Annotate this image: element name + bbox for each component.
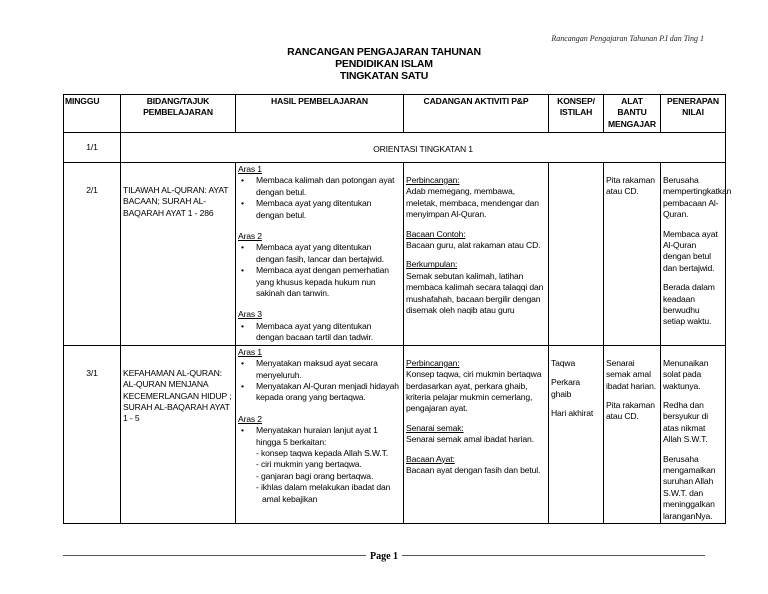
sub-list bbox=[238, 448, 401, 505]
bidang-cell: TILAWAH AL-QURAN: AYAT BACAAN; SURAH AL-BAQARAH AYAT 1 - 286 bbox=[121, 163, 236, 346]
header-penerapan: PENERAPAN NILAI bbox=[661, 95, 726, 133]
activity-text: Semak sebutan kalimah, latihan membaca kalimah secara talaqqi dan mushafahah, bacaan bergilir dengan disemak oleh naqib atau guru bbox=[406, 270, 544, 316]
activity-text: Bacaan ayat dengan fasih dan betul. bbox=[406, 464, 541, 475]
sub-item: - konsep taqwa kepada Allah S.W.T. bbox=[256, 447, 389, 458]
list-item: • Membaca ayat yang ditentukan dengan betul. bbox=[238, 198, 401, 221]
activity-heading: Perbincangan: bbox=[406, 175, 460, 185]
list-item: • Menyatakan huraian lanjut ayat 1 hingga 5 berkaitan: bbox=[238, 425, 401, 448]
list-item: • Membaca kalimah dan potongan ayat dengan betul. bbox=[238, 175, 401, 198]
cadangan-cell bbox=[404, 345, 549, 523]
aras-label: Aras 3 bbox=[238, 309, 262, 320]
hasil-list bbox=[238, 242, 401, 299]
concept-text: Hari akhirat bbox=[551, 407, 594, 418]
sub-item: - ciri mukmin yang bertaqwa. bbox=[256, 459, 362, 470]
activity-text: Adab memegang, membawa, meletak, membaca, mendengar dan menyimpan Al-Quran. bbox=[406, 186, 539, 220]
list-item: • Menyatakan Al-Quran menjadi hidayah kepada orang yang bertaqwa. bbox=[238, 381, 401, 404]
value-text: Berusaha mengamalkan suruhan Allah S.W.T. dan meninggalkan laranganNya. bbox=[663, 453, 716, 521]
page-number: Page 1 bbox=[366, 551, 402, 562]
header-alat: ALAT BANTU MENGAJAR bbox=[604, 95, 661, 133]
document-title bbox=[0, 46, 768, 82]
value-text: Membaca ayat Al-Quran dengan betul dan bertajwid. bbox=[663, 228, 718, 273]
hasil-list bbox=[238, 358, 401, 404]
concept-text: Taqwa bbox=[551, 357, 576, 368]
minggu-cell: 1/1 bbox=[64, 133, 121, 163]
list-item: • Menyatakan maksud ayat secara menyeluruh. bbox=[238, 358, 401, 381]
table-row bbox=[64, 163, 726, 346]
activity-heading: Berkumpulan: bbox=[406, 259, 458, 270]
title-line-1: RANCANGAN PENGAJARAN TAHUNAN bbox=[287, 46, 481, 58]
value-text: Berada dalam keadaan berwudhu setiap waktu. bbox=[663, 282, 715, 327]
minggu-cell: 2/1 bbox=[64, 163, 121, 346]
orientation-cell: ORIENTASI TINGKATAN 1 bbox=[121, 133, 726, 163]
title-line-3: TINGKATAN SATU bbox=[339, 70, 429, 82]
tool-text: Pita rakaman atau CD. bbox=[606, 399, 655, 422]
cadangan-cell bbox=[404, 163, 549, 346]
running-header: Rancangan Pengajaran Tahunan P.I dan Ting 1 bbox=[551, 34, 704, 43]
hasil-list bbox=[238, 175, 401, 221]
activity-text: Konsep taqwa, ciri mukmin bertaqwa berdasarkan ayat, perkara ghaib, kriteria pelajar mukmin cemerlang, pengajaran ayat. bbox=[406, 369, 542, 414]
tool-text: Senarai semak amal ibadat harian. bbox=[606, 357, 656, 391]
hasil-list bbox=[238, 321, 401, 344]
title-line-2: PENDIDIKAN ISLAM bbox=[335, 58, 433, 70]
penerapan-cell bbox=[661, 163, 732, 346]
penerapan-cell bbox=[661, 345, 726, 523]
header-row bbox=[64, 95, 726, 133]
activity-heading: Perbincangan: bbox=[406, 357, 460, 368]
sub-item: - ganjaran bagi orang bertaqwa. bbox=[256, 470, 374, 481]
header-hasil: HASIL PEMBELAJARAN bbox=[236, 95, 404, 133]
value-text: Berusaha mempertingkatkan pembacaan Al-Quran. bbox=[663, 175, 732, 220]
table-row bbox=[64, 133, 726, 163]
lesson-plan-table bbox=[63, 94, 732, 524]
value-text: Redha dan bersyukur di atas nikmat Allah S.W.T. bbox=[663, 399, 709, 445]
aras-label: Aras 2 bbox=[238, 231, 262, 242]
list-item: • Membaca ayat yang ditentukan dengan bacaan tartil dan tadwir. bbox=[238, 321, 401, 344]
activity-text: Senarai semak amal ibadat harian. bbox=[406, 434, 534, 445]
header-bidang: BIDANG/TAJUK PEMBELAJARAN bbox=[121, 95, 236, 133]
list-item: • Membaca ayat yang ditentukan dengan fasih, lancar dan bertajwid. bbox=[238, 242, 401, 265]
minggu-cell: 3/1 bbox=[64, 345, 121, 523]
header-konsep: KONSEP/ ISTILAH bbox=[549, 95, 604, 133]
hasil-cell bbox=[236, 163, 404, 346]
aras-label: Aras 1 bbox=[238, 164, 262, 174]
header-cadangan: CADANGAN AKTIVITI P&P bbox=[404, 95, 549, 133]
page-footer bbox=[0, 551, 768, 562]
bidang-cell: KEFAHAMAN AL-QURAN: AL-QURAN MENJANA KECEMERLANGAN HIDUP ; SURAH AL-BAQARAH AYAT 1 - 5 bbox=[121, 345, 236, 523]
aras-label: Aras 1 bbox=[238, 346, 262, 357]
list-item: • Membaca ayat dengan pemerhatian yang khusus kepada hukum nun sakinah dan tanwin. bbox=[238, 265, 401, 299]
alat-cell bbox=[604, 345, 661, 523]
alat-cell: Pita rakaman atau CD. bbox=[604, 163, 661, 346]
konsep-cell bbox=[549, 345, 604, 523]
activity-heading: Bacaan Contoh: bbox=[406, 228, 466, 239]
header-minggu: MINGGU bbox=[64, 95, 121, 133]
sub-item: - ikhlas dalam melakukan ibadat dan amal kebajikan bbox=[256, 482, 391, 504]
hasil-cell bbox=[236, 345, 404, 523]
aras-label: Aras 2 bbox=[238, 413, 262, 424]
konsep-cell bbox=[549, 163, 604, 346]
concept-text: Perkara ghaib bbox=[551, 377, 581, 399]
activity-heading: Bacaan Ayat: bbox=[406, 453, 455, 464]
table-row bbox=[64, 345, 726, 523]
activity-heading: Senarai semak: bbox=[406, 422, 464, 433]
value-text: Menunaikan solat pada waktunya. bbox=[663, 357, 709, 391]
activity-text: Bacaan guru, alat rakaman atau CD. bbox=[406, 240, 541, 251]
hasil-list bbox=[238, 425, 401, 448]
